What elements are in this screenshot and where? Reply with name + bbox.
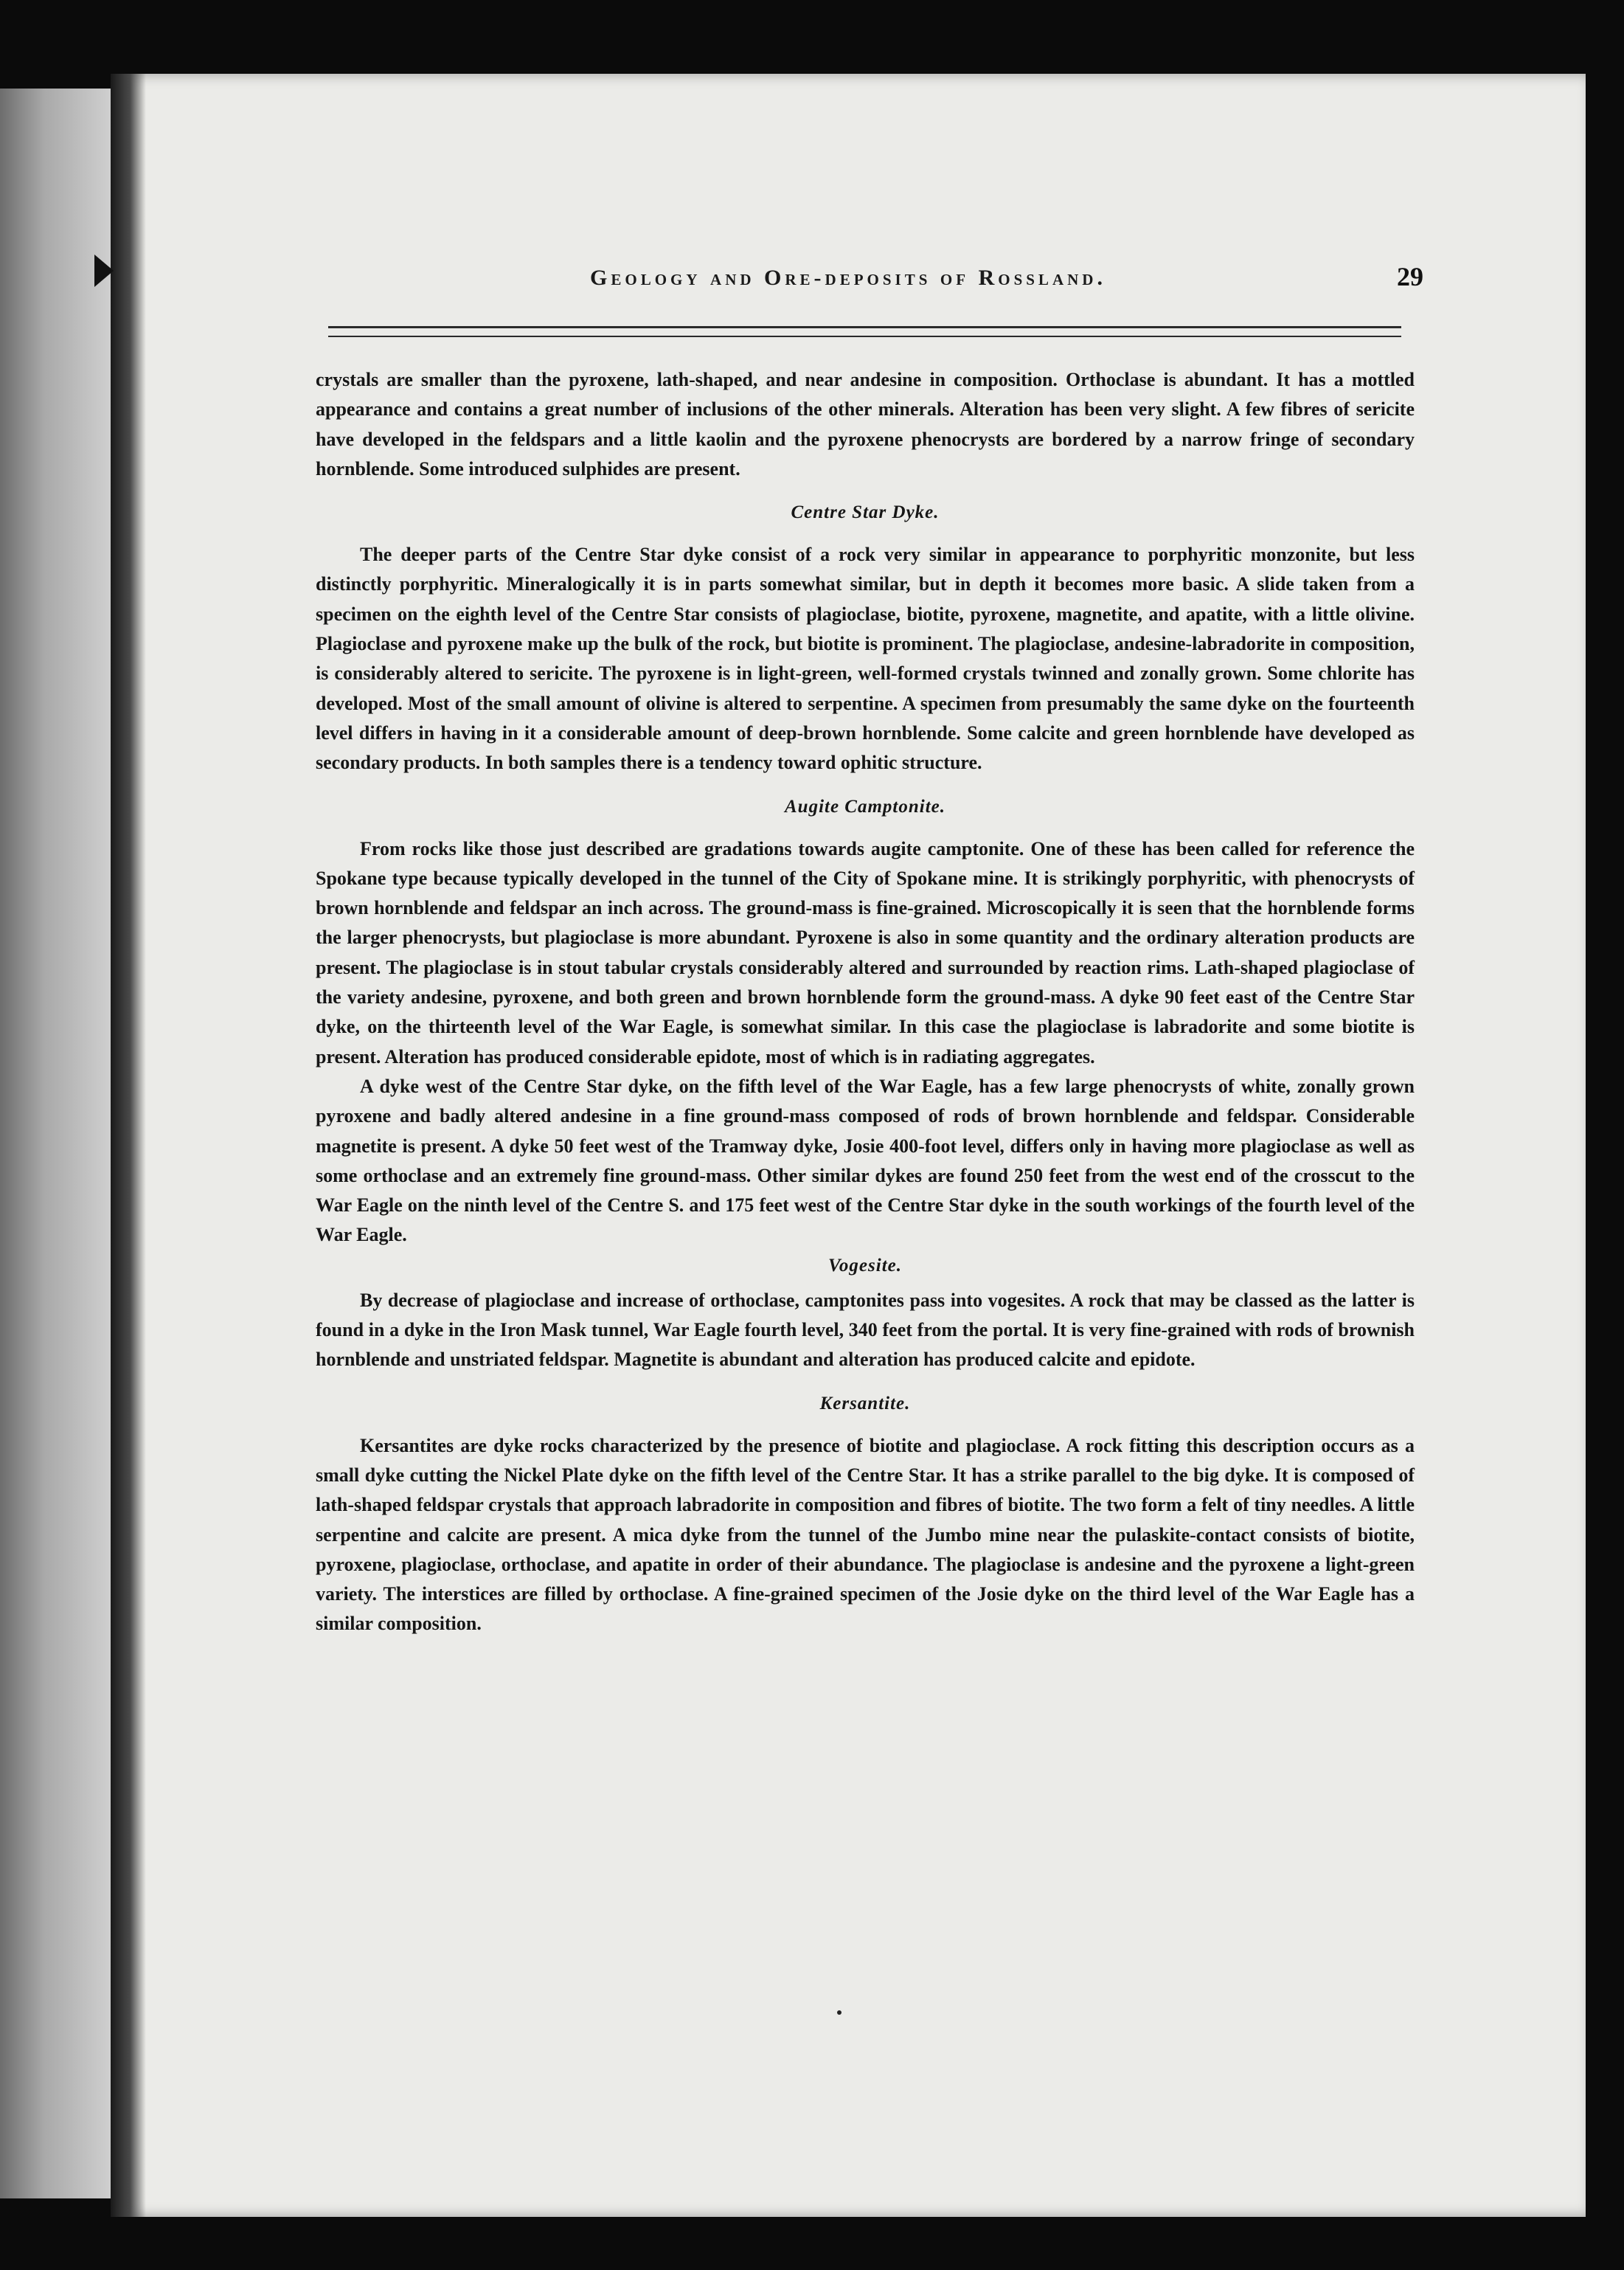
header-rule-bottom — [328, 336, 1401, 337]
page-number: 29 — [1397, 262, 1423, 291]
running-title: Geology and Ore-deposits of Rossland. — [590, 266, 1106, 290]
section-heading-centre-star-dyke: Centre Star Dyke. — [791, 502, 940, 523]
section-heading-augite-camptonite: Augite Camptonite. — [784, 796, 946, 817]
spine-arrow-mark — [94, 255, 114, 287]
section-heading-vogesite: Vogesite. — [828, 1255, 902, 1276]
paragraph-continued: crystals are smaller than the pyroxene, lath-shaped, and near andesine in composition. Orthoclase is abundant. It has a mottled appearance and contains a great number of inclusions of the other minerals. Alteration has been very slight. A few fibres of sericite have developed in the feldspars and a little kaolin and the pyroxene phenocrysts are bordered by a narrow fringe of secondary hornblende. Some introduced sulphides are present. — [316, 369, 1415, 480]
paragraph-vogesite: By decrease of plagioclase and increase of orthoclase, camptonites pass into vogesites. A rock that may be classed as the latter is found in a dyke in the Iron Mask tunnel, War Eagle fourth level, 340 feet from the portal. It is very fine-grained with rods of brownish hornblende and unstriated feldspar. Magnetite is abundant and alteration has produced calcite and epidote. — [316, 1289, 1415, 1371]
book-spine-shadow — [111, 74, 146, 2217]
facing-page-edge — [0, 89, 111, 2198]
print-speck — [837, 2010, 842, 2015]
paragraph-kersantite: Kersantites are dyke rocks characterized by the presence of biotite and plagioclase. A rock fitting this description occurs as a small dyke cutting the Nickel Plate dyke on the fifth level of the Centre Star. It has a strike parallel to the big dyke. It is composed of lath-shaped feldspar crystals that approach labradorite in composition and fibres of biotite. The two form a felt of tiny needles. A little serpentine and calcite are present. A mica dyke from the tunnel of the Jumbo mine near the pulaskite-contact consists of biotite, pyroxene, plagioclase, orthoclase, and apatite in order of their abundance. The plagioclase is andesine and the pyroxene a light-green variety. The interstices are filled by orthoclase. A fine-grained specimen of the Josie dyke on the third level of the War Eagle has a similar composition. — [316, 1434, 1415, 1635]
body-text — [316, 365, 1415, 1639]
paragraph-camptonite-1: From rocks like those just described are gradations towards augite camptonite. One of these has been called for reference the Spokane type because typically developed in the tunnel of the City of Spokane mine. It is strikingly porphyritic, with phenocrysts of brown hornblende and feldspar an inch across. The ground-mass is fine-grained. Microscopically it is seen that the hornblende forms the larger phenocrysts, but plagioclase is more abundant. Pyroxene is also in some quantity and the ordinary alteration products are present. The plagioclase is in stout tabular crystals considerably altered and surrounded by reaction rims. Lath-shaped plagioclase of the variety andesine, pyroxene, and both green and brown hornblende form the ground-mass. A dyke 90 feet east of the Centre Star dyke, on the thirteenth level of the War Eagle, is somewhat similar. In this case the plagioclase is labradorite and some biotite is present. Alteration has produced considerable epidote, most of which is in radiating aggregates. — [316, 837, 1415, 1067]
paragraph-centre-star: The deeper parts of the Centre Star dyke consist of a rock very similar in appearance to porphyritic monzonite, but less distinctly porphyritic. Mineralogically it is in parts somewhat similar, but in depth it becomes more basic. A slide taken from a specimen on the eighth level of the Centre Star consists of plagioclase, biotite, pyroxene, magnetite, and apatite, with a little olivine. Plagioclase and pyroxene make up the bulk of the rock, but biotite is prominent. The plagioclase, andesine-labradorite in composition, is considerably altered to sericite. The pyroxene is in light-green, well-formed crystals twinned and zonally grown. Some chlorite has developed. Most of the small amount of olivine is altered to serpentine. A specimen from presumably the same dyke on the fourteenth level differs in having in it a considerable amount of deep-brown hornblende. Some calcite and green hornblende have developed as secondary products. In both samples there is a tendency toward ophitic structure. — [316, 544, 1415, 774]
page-header — [273, 262, 1423, 310]
section-heading-kersantite: Kersantite. — [819, 1393, 911, 1413]
header-rule-top — [328, 326, 1401, 328]
paragraph-camptonite-2: A dyke west of the Centre Star dyke, on the fifth level of the War Eagle, has a few large phenocrysts of white, zonally grown pyroxene and badly altered andesine in a fine ground-mass composed of rods of brown hornblende and feldspar. Considerable magnetite is present. A dyke 50 feet west of the Tramway dyke, Josie 400-foot level, differs only in having more plagioclase as well as some orthoclase and an extremely fine ground-mass. Other similar dykes are found 250 feet from the west end of the crosscut to the War Eagle on the ninth level of the Centre S. and 175 feet west of the Centre Star dyke in the south workings of the fourth level of the War Eagle. — [316, 1075, 1415, 1246]
